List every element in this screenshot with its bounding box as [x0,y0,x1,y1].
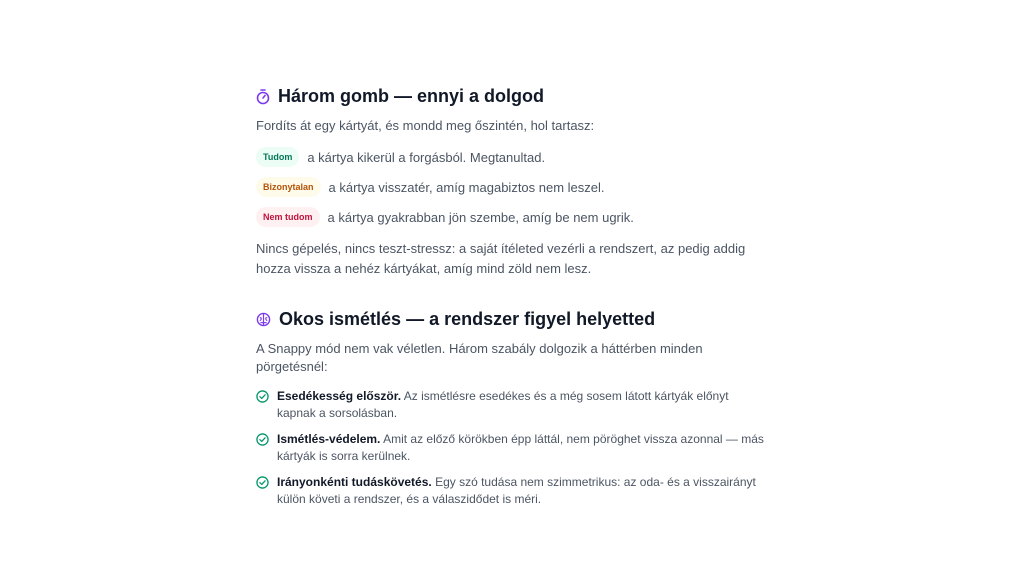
feature-item [256,388,768,422]
check-circle-icon [256,390,269,403]
feature-text [277,474,768,508]
rating-row-know [256,145,768,169]
section-title: Okos ismétlés — a rendszer figyel helyetted [279,309,656,329]
section-intro: A Snappy mód nem vak véletlen. Három szabály dolgozik a háttérben minden pörgetésnél: [256,341,703,374]
section-summary: Nincs gépelés, nincs teszt-stressz: a saját ítéleted vezérli a rendszert, az pedig addig hozza vissza a nehéz kártyákat, amíg mind zöld nem lesz. [256,241,746,276]
check-circle-icon [256,433,269,446]
rating-description: a kártya visszatér, amíg magabiztos nem leszel. [328,179,605,195]
feature-title: Irányonkénti tudáskövetés. [277,475,432,489]
rating-list [256,145,768,229]
dont-know-badge: Nem tudom [256,207,320,227]
know-badge: Tudom [256,147,299,167]
feature-list [256,388,768,508]
rating-row-unsure [256,175,768,199]
brain-icon [256,312,271,327]
feature-description: Egy szó tudása nem szimmetrikus: az oda- és a visszairányt külön követi a rendszer, és a válaszidődet is méri. [277,475,756,506]
feature-item [256,474,768,508]
check-circle-icon [256,476,269,489]
feature-description: Az ismétlésre esedékes és a még sosem látott kártyák előnyt kapnak a sorsolásban. [277,389,729,420]
feature-title: Esedékesség először. [277,389,402,403]
smart-repetition-section [256,309,768,508]
rating-description: a kártya gyakrabban jön szembe, amíg be nem ugrik. [327,209,634,225]
feature-text [277,431,768,465]
feature-item [256,431,768,465]
section-heading [256,309,768,330]
feature-text [277,388,768,422]
section-intro: Fordíts át egy kártyát, és mondd meg őszintén, hol tartasz: [256,118,595,133]
stopwatch-icon [256,89,270,105]
rating-description: a kártya kikerül a forgásból. Megtanultad. [307,149,546,165]
section-title: Három gomb — ennyi a dolgod [278,86,545,106]
feature-title: Ismétlés-védelem. [277,432,381,446]
unsure-badge: Bizonytalan [256,177,321,197]
rating-row-dont-know [256,205,768,229]
buttons-section [256,86,768,279]
section-heading [256,86,768,107]
feature-description: Amit az előző körökben épp láttál, nem pöröghet vissza azonnal — más kártyák is sorra kerülnek. [277,432,764,463]
content [256,86,768,517]
